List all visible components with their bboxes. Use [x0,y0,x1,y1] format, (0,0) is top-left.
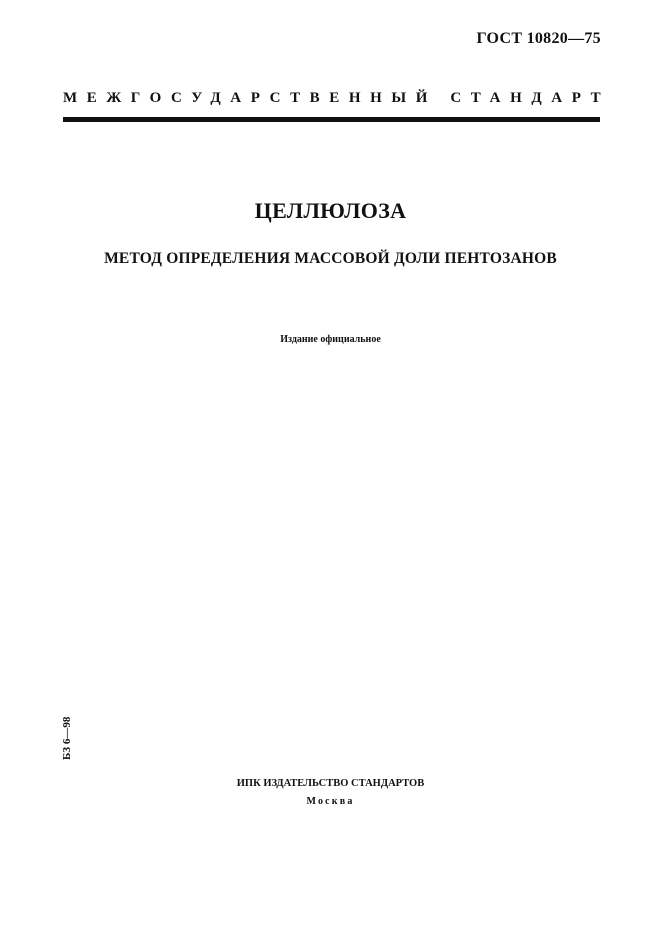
margin-catalog-mark: БЗ 6—98 [61,716,73,760]
document-code: ГОСТ 10820—75 [476,30,601,47]
document-title: ЦЕЛЛЮЛОЗА [254,198,407,223]
edition-note: Издание официальное [280,334,381,345]
document-subtitle: МЕТОД ОПРЕДЕЛЕНИЯ МАССОВОЙ ДОЛИ ПЕНТОЗАНОВ [104,250,557,267]
standard-type-heading: МЕЖГОСУДАРСТВЕННЫЙ СТАНДАРТ [63,90,611,106]
header-divider [63,117,600,122]
publisher-name: ИПК ИЗДАТЕЛЬСТВО СТАНДАРТОВ [236,778,425,789]
publisher-city: Москва [306,796,355,807]
